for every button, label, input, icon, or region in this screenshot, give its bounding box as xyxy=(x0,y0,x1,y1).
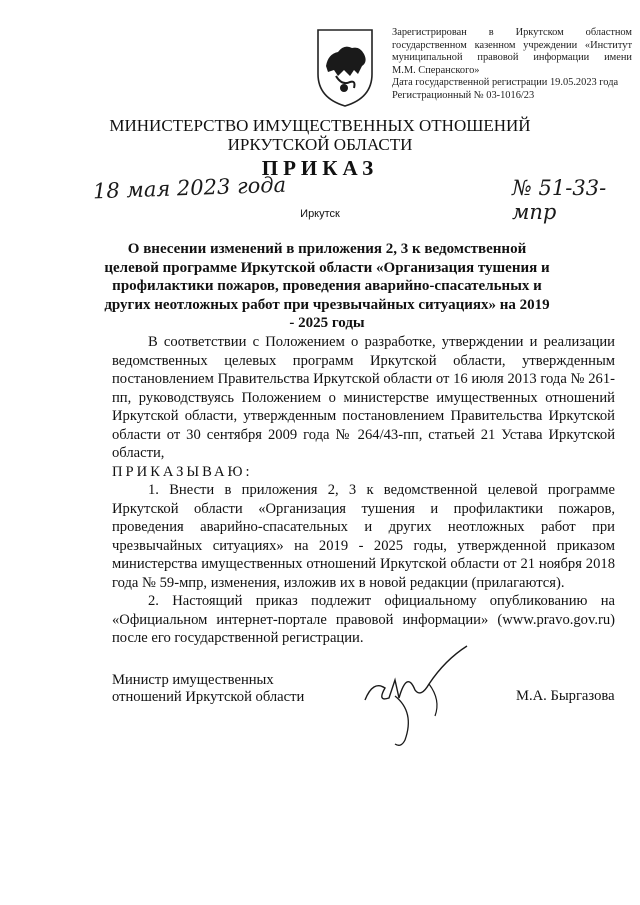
ministry-line: МИНИСТЕРСТВО ИМУЩЕСТВЕННЫХ ОТНОШЕНИЙ xyxy=(109,116,531,135)
position-line: Министр имущественных xyxy=(112,672,274,688)
region-line: ИРКУТСКОЙ ОБЛАСТИ xyxy=(227,135,413,154)
document-type: ПРИКАЗ xyxy=(261,156,379,180)
registration-date: Дата государственной регистрации 19.05.2023 года xyxy=(392,77,619,88)
order-word: ПРИКАЗЫВАЮ: xyxy=(112,463,253,480)
coat-of-arms-emblem xyxy=(314,26,376,110)
ministry-heading xyxy=(0,116,640,154)
preamble-paragraph: В соответствии с Положением о разработке, утверждении и реализации ведомственных целевых программ Иркутской области, утвержденным постановлением Правительства Иркутской области от 16 июля 2013 года № 261-пп, руководствуясь Положением о министерстве имущественных отношений Иркутской области, утвержденным постановлением Правительства Иркутской области от 30 сентября 2009 года № 264/43-пп, статьей 21 Устава Иркутской области, xyxy=(112,334,615,461)
registration-line: М.М. Сперанского» xyxy=(392,64,480,76)
registration-stamp xyxy=(392,27,632,102)
registration-line: государственном казенном учреждении «Институт xyxy=(392,39,632,51)
order-item-1: 1. Внести в приложения 2, 3 к ведомственной целевой программе Иркутской области «Организация тушения и профилактики пожаров, проведения аварийно-спасательных и других неотложных работ при чрезвычайных ситуациях» на 2019 - 2025 годы, утвержденной приказом министерства имущественных отношений Иркутской области от 21 ноября 2018 года № 59-мпр, изменения, изложив их в новой редакции (прилагаются). xyxy=(112,482,615,591)
signatory-position xyxy=(112,672,304,706)
city-label: Иркутск xyxy=(300,208,340,220)
registration-line: муниципальной правовой информации имени xyxy=(392,52,632,63)
registration-number: Регистрационный № 03-1016/23 xyxy=(392,89,535,101)
handwritten-number: № 51-33-мпр xyxy=(512,176,607,224)
document-body xyxy=(112,333,615,648)
registration-line: Зарегистрирован в Иркутском областном xyxy=(392,27,632,38)
order-item-2: 2. Настоящий приказ подлежит официальному опубликованию на «Официальном интернет-портале правовой информации» (www.pravo.gov.ru) после его государственной регистрации. xyxy=(112,593,615,646)
position-line: отношений Иркутской области xyxy=(112,689,305,705)
handwritten-date: 18 мая 2023 года xyxy=(92,172,287,204)
handwritten-signature xyxy=(355,640,475,750)
signatory-name: М.А. Быргазова xyxy=(516,688,615,704)
document-title: О внесении изменений в приложения 2, 3 к ведомственной целевой программе Иркутской области «Организация тушения и профилактики пожаров, проведения аварийно-спасательных и других неотложных работ при чрезвычайных ситуациях» на 2019 - 2025 годы xyxy=(104,241,550,331)
